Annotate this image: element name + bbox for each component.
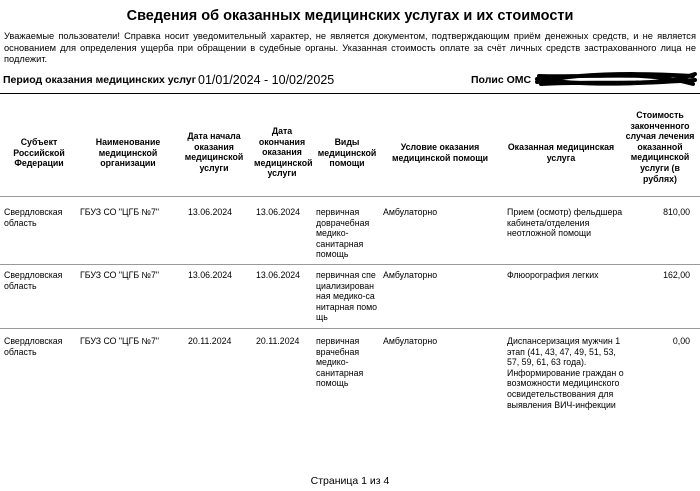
redaction-scribble xyxy=(535,70,697,88)
row1-service: Прием (осмотр) фельдшера кабинета/отделения неотложной помощи xyxy=(507,207,623,239)
header-bottom-rule xyxy=(0,196,700,197)
row2-start-date: 13.06.2024 xyxy=(188,270,233,280)
header-cost: Стоимость законченного случая лечения оказанной медицинской услуги (в рублях) xyxy=(625,110,695,184)
row1-end-date: 13.06.2024 xyxy=(256,207,301,217)
page-title: Сведения об оказанных медицинских услугах и их стоимости xyxy=(126,8,574,24)
period-label: Период оказания медицинских услуг xyxy=(3,74,196,86)
page-counter: Страница 1 из 4 xyxy=(310,475,390,487)
row2-region: Свердловская область xyxy=(4,270,63,291)
row3-region: Свердловская область xyxy=(4,336,63,357)
row2-end-date: 13.06.2024 xyxy=(256,270,301,280)
header-condition: Условие оказания медицинской помощи xyxy=(391,142,489,163)
row1-rule xyxy=(0,264,700,265)
notice-text: Уважаемые пользователи! Справка носит уведомительный характер, не является документом, подтверждающим приём денежных средств, и не является основанием для определения ущерба при обращении в судебные органы. Указанная стоимость оплате за счёт личных средств застрахованного лица не подлежит. xyxy=(4,31,696,64)
row1-region: Свердловская область xyxy=(4,207,63,228)
row3-organization: ГБУЗ СО "ЦГБ №7" xyxy=(80,336,159,346)
header-region: Субъект Российской Федерации xyxy=(13,137,65,169)
header-top-rule xyxy=(0,93,700,94)
row2-condition: Амбулаторно xyxy=(383,270,438,280)
policy-label: Полис ОМС xyxy=(471,74,532,86)
row1-condition: Амбулаторно xyxy=(383,207,438,217)
row2-rule xyxy=(0,328,700,329)
row3-condition: Амбулаторно xyxy=(383,336,438,346)
row3-care-type: первичная врачебная медико-санитарная помощь xyxy=(316,336,364,389)
row2-organization: ГБУЗ СО "ЦГБ №7" xyxy=(80,270,159,280)
row2-cost: 162,00 xyxy=(663,270,690,280)
header-start-date: Дата начала оказания медицинской услуги xyxy=(184,131,244,173)
period-value: 01/01/2024 - 10/02/2025 xyxy=(198,73,335,87)
row3-service: Диспансеризация мужчин 1 этап (41, 43, 47, 49, 51, 53, 57, 59, 61, 63 года). Информирование граждан о возможности медицинского освидетельствования для выявления ВИЧ-инфекции xyxy=(507,336,624,410)
row2-service: Флюорография легких xyxy=(507,270,599,280)
header-service: Оказанная медицинская услуга xyxy=(507,142,615,163)
row3-start-date: 20.11.2024 xyxy=(188,336,232,346)
row3-end-date: 20.11.2024 xyxy=(256,336,300,346)
row2-care-type: первичная специализированная медико-санитарная помощь xyxy=(316,270,378,323)
row1-organization: ГБУЗ СО "ЦГБ №7" xyxy=(80,207,159,217)
header-care-type: Виды медицинской помощи xyxy=(317,137,377,169)
row1-start-date: 13.06.2024 xyxy=(188,207,233,217)
row3-cost: 0,00 xyxy=(672,336,690,346)
row1-care-type: первичная доврачебная медико-санитарная помощь xyxy=(316,207,370,260)
header-end-date: Дата окончания оказания медицинской услуги xyxy=(254,126,313,179)
header-organization: Наименование медицинской организации xyxy=(95,137,161,169)
row1-cost: 810,00 xyxy=(663,207,690,217)
